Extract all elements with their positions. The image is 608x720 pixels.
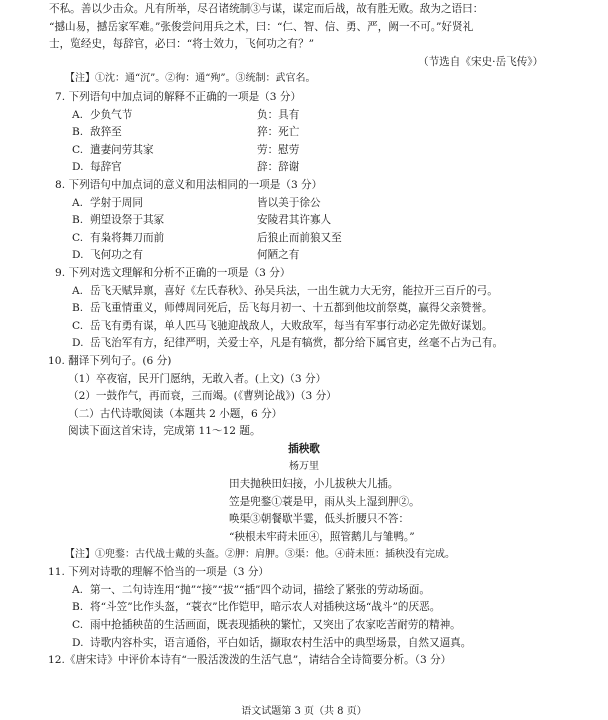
q9-option-d-text: 岳飞治军有方，纪律严明，关爱士卒，凡是有犒赏，都分给下属官吏，丝毫不占为己有。 xyxy=(90,337,504,350)
q11-option-a-text: 第一、二句诗连用“抛”“接”“拔”“插”四个动词，描绘了紧张的劳动场面。 xyxy=(90,583,430,596)
q8-option-d-text: 飞何功之有 xyxy=(90,249,143,262)
q9-option-c-text: 岳飞有勇有谋，单人匹马飞驰迎战敌人，大败敌军，每当有军事行动必定先做好谋划。 xyxy=(90,319,493,332)
poem-line-4: “秧根未牢莳未匝④，照管鹅儿与雏鸭。” xyxy=(229,531,415,543)
q9-option-a-label: A. xyxy=(72,284,84,297)
q11-option-d-label: D. xyxy=(72,636,84,649)
q10-item-1: （1）卒夜宿，民开门愿纳，无敢入者。(上文)（3 分） xyxy=(68,372,327,385)
section-intro: 阅读下面这首宋诗，完成第 11～12 题。 xyxy=(68,425,261,438)
q8-option-a-label: A. xyxy=(72,196,84,209)
q9-option-a-text: 岳飞天赋异禀，喜好《左氏春秋》、孙吴兵法，一出生就力大无穷，能拉开三百斤的弓。 xyxy=(90,284,498,297)
q7-option-c-text: 遣妻问劳其家 xyxy=(90,143,154,156)
q11-stem: 11. 下列对诗歌的理解不恰当的一项是（3 分） xyxy=(48,566,270,579)
passage-line-1: 不私。善以少击众。凡有所举，尽召诸统制③与谋，谋定而后战，故有胜无败。敌为之语曰： xyxy=(49,3,484,15)
q11-option-c-text: 雨中抢插秧苗的生活画面，既表现插秧的繁忙，又突出了农家吃苦耐劳的精神。 xyxy=(90,619,461,631)
q10-stem: 10. 翻译下列句子。(6 分) xyxy=(48,355,172,367)
q7-option-a-text: 少负气节 xyxy=(90,108,133,121)
q7-option-a-meaning: 负：具有 xyxy=(257,108,300,121)
q8-option-c-compare: 后狼止而前狼又至 xyxy=(257,231,342,244)
q7-option-b-text: 敌猝至 xyxy=(90,126,122,139)
poem-line-2: 笠是兜鍪①蓑是甲，雨从头上湿到胛②。 xyxy=(229,495,420,508)
q7-option-c-meaning: 劳：慰劳 xyxy=(257,143,300,156)
q9-stem: 9. 下列对选文理解和分析不正确的一项是（3 分） xyxy=(55,267,291,279)
q9-option-b-label: B. xyxy=(72,302,84,315)
passage-source: （节选自《宋史·岳飞传》） xyxy=(418,55,544,68)
passage-line-3: 士，览经史，每辞官，必曰：“将士效力，飞何功之有？” xyxy=(49,38,315,51)
q7-option-d-meaning: 辞：辞谢 xyxy=(257,161,300,174)
q8-option-b-compare: 安陵君其许寡人 xyxy=(257,214,332,227)
q11-option-d-text: 诗歌内容朴实，语言通俗，平白如话，撷取农村生活中的典型场景，自然又逼真。 xyxy=(90,636,472,649)
q9-option-d-label: D. xyxy=(72,337,84,350)
q7-stem: 7. 下列语句中加点词的解释不正确的一项是（3 分） xyxy=(55,91,302,103)
page-footer: 语文试题第 3 页（共 8 页） xyxy=(241,706,367,717)
poem-line-3: 唤渠③朝餐歇半霎，低头折腰只不答： xyxy=(229,513,410,526)
q9-option-c-label: C. xyxy=(72,319,84,332)
poem-title: 插秧歌 xyxy=(288,443,320,455)
passage-note: 【注】①沈：通“沉”。②徇：通“殉”。③统制：武官名。 xyxy=(65,73,316,85)
q8-option-b-text: 朔望设祭于其冢 xyxy=(90,214,165,227)
q8-option-c-text: 有枭将舞刀而前 xyxy=(90,231,165,244)
q8-option-c-label: C. xyxy=(72,231,84,244)
poem-note: 【注】①兜鍪：古代战士戴的头盔。②胛：肩胛。③渠：他。④莳未匝：插秧没有完成。 xyxy=(65,548,455,560)
q7-option-a-label: A. xyxy=(72,108,84,121)
q10-item-2: （2）一鼓作气，再而衰，三而竭。(《曹刿论战》)（3 分） xyxy=(68,390,337,403)
q8-option-a-compare: 皆以美于徐公 xyxy=(257,196,321,209)
passage-line-2: “撼山易，撼岳家军难。”张俊尝问用兵之术，曰：“仁、智、信、勇、严，阙一不可。”好贤礼 xyxy=(49,20,474,33)
q11-option-a-label: A. xyxy=(72,583,84,596)
q8-option-b-label: B. xyxy=(72,214,84,227)
q11-option-b-label: B. xyxy=(72,601,84,614)
section-heading: （二）古代诗歌阅读（本题共 2 小题，6 分） xyxy=(68,407,283,420)
q7-option-b-meaning: 猝：死亡 xyxy=(257,126,300,139)
q8-option-d-compare: 何陋之有 xyxy=(257,249,300,262)
q8-option-d-label: D. xyxy=(72,249,84,262)
q12-stem: 12.《唐宋诗》中评价本诗有“一股活泼泼的生活气息”，请结合全诗简要分析。（3 分） xyxy=(48,654,452,667)
q7-option-b-label: B. xyxy=(72,126,84,139)
q7-option-c-label: C. xyxy=(72,143,84,156)
poem-author: 杨万里 xyxy=(289,460,319,472)
q11-option-b-text: 将“斗笠”比作头盔，“蓑衣”比作铠甲，暗示农人对插秧这场“战斗”的厌恶。 xyxy=(90,601,441,614)
q7-option-d-text: 每辞官 xyxy=(90,161,122,174)
q11-option-c-label: C. xyxy=(72,619,84,631)
q9-option-b-text: 岳飞重情重义，师傅周同死后，岳飞每月初一、十五都到他坟前祭奠，赢得父亲赞誉。 xyxy=(90,302,493,315)
q7-option-d-label: D. xyxy=(72,161,84,174)
q8-option-a-text: 学射于周同 xyxy=(90,196,143,209)
poem-line-1: 田夫抛秧田妇接，小儿拔秧大儿插。 xyxy=(229,478,399,491)
q8-stem: 8. 下列语句中加点词的意义和用法相同的一项是（3 分） xyxy=(55,179,323,191)
